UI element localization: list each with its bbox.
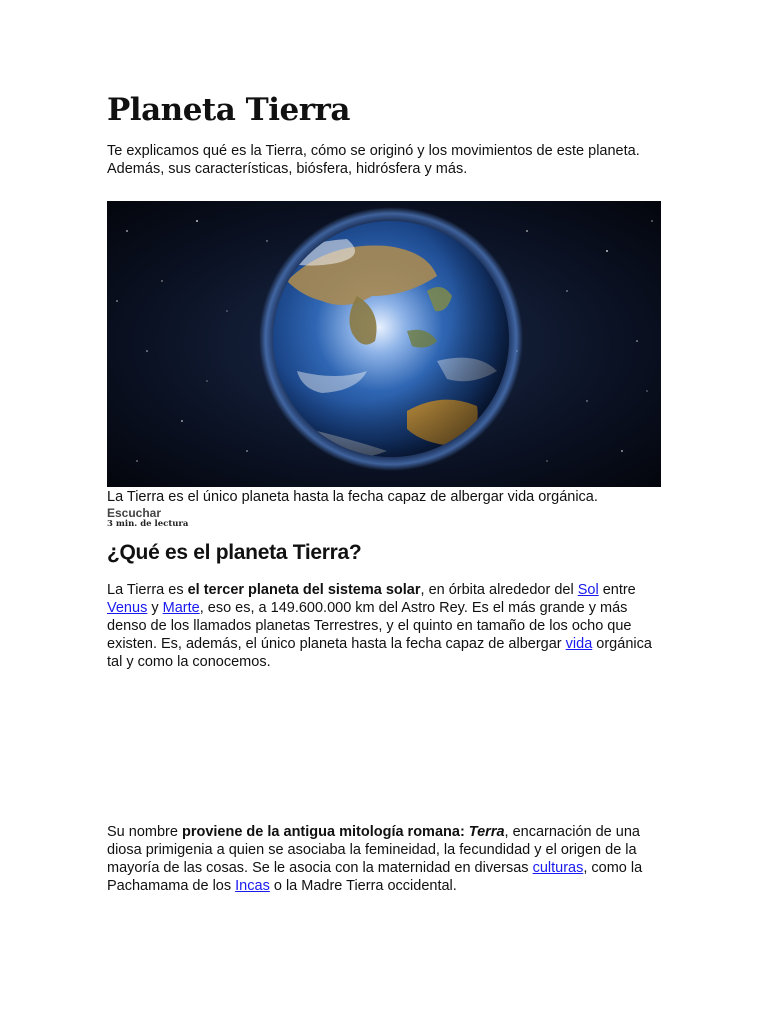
link-venus[interactable]: Venus bbox=[107, 600, 148, 616]
italic-text: Terra bbox=[468, 824, 505, 840]
section-paragraph-2 bbox=[107, 823, 667, 895]
bold-text bbox=[469, 824, 505, 840]
text-span: , como la Pachamama de los bbox=[107, 860, 643, 894]
intro-text: Te explicamos qué es la Tierra, cómo se originó y los movimientos de este planeta. Además, sus características, biósfera, hidrósfera y más. bbox=[107, 143, 640, 177]
text-span: Su nombre bbox=[107, 824, 182, 840]
image-caption: La Tierra es el único planeta hasta la fecha capaz de albergar vida orgánica. bbox=[107, 489, 598, 505]
text-span: La Tierra es bbox=[107, 582, 188, 598]
text-span: , encarnación de una diosa primigenia a quien se asociaba la femineidad, la fecundidad y el origen de la mayoría de las cosas. Se le asocia con la maternidad en diversas bbox=[107, 824, 640, 876]
listen-button[interactable]: Escuchar bbox=[107, 506, 162, 520]
section-heading: ¿Qué es el planeta Tierra? bbox=[107, 541, 362, 564]
link-vida[interactable]: vida bbox=[565, 636, 593, 652]
text-span: , en órbita alrededor del bbox=[420, 582, 578, 598]
link-sol[interactable]: Sol bbox=[577, 582, 599, 598]
text-span: entre bbox=[598, 582, 636, 598]
text-span: o la Madre Tierra occidental. bbox=[269, 878, 457, 894]
bold-text: proviene de la antigua mitología romana: bbox=[181, 824, 469, 840]
link-incas[interactable]: Incas bbox=[235, 878, 270, 894]
text-span: orgánica tal y como la conocemos. bbox=[107, 636, 652, 670]
earth-illustration bbox=[107, 201, 661, 487]
text-span: y bbox=[147, 600, 163, 616]
link-culturas[interactable]: culturas bbox=[532, 860, 584, 876]
bold-text: el tercer planeta del sistema solar bbox=[187, 582, 421, 598]
earth-image bbox=[107, 201, 661, 487]
link-marte[interactable]: Marte bbox=[162, 600, 200, 616]
read-time: 3 min. de lectura bbox=[107, 519, 189, 529]
page-title: Planeta Tierra bbox=[107, 92, 350, 128]
text-span: , eso es, a 149.600.000 km del Astro Rey. Es el más grande y más denso de los llamados planetas Terrestres, y el quinto en tamaño de los ocho que existen. Es, además, el único planeta hasta la fecha capaz de albergar bbox=[107, 600, 632, 652]
section-paragraph-1 bbox=[107, 581, 667, 671]
